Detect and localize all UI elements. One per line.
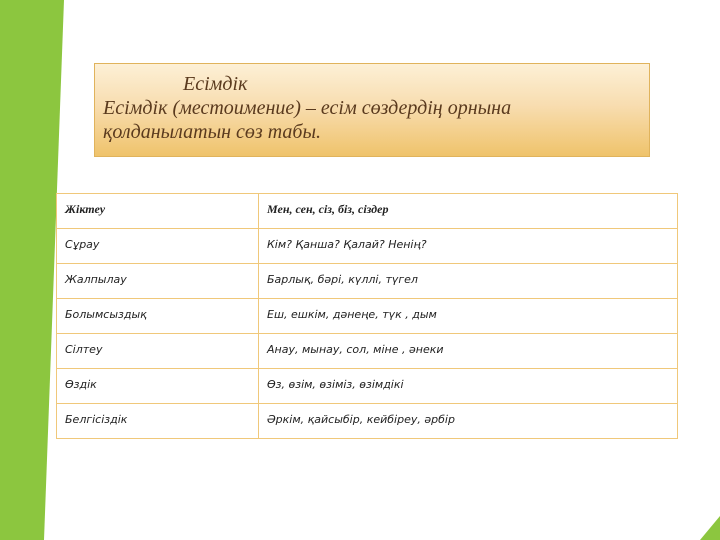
table-row <box>57 194 678 229</box>
slide-heading: Есімдік <box>183 73 248 95</box>
pronoun-definition: Есімдік (местоимение) – есім сөздердің орнына қолданылатын сөз табы. <box>103 97 512 143</box>
green-corner-triangle <box>700 516 720 540</box>
pronoun-examples-cell: Әркім, қайсыбір, кейбіреу, әрбір <box>259 404 678 439</box>
table-row <box>57 229 678 264</box>
pronoun-examples-cell: Барлық, бәрі, күллі, түгел <box>259 264 678 299</box>
pronoun-type-cell: Өздік <box>57 369 259 404</box>
table-row <box>57 264 678 299</box>
pronoun-examples-cell: Кім? Қанша? Қалай? Ненің? <box>259 229 678 264</box>
pronoun-examples-cell: Анау, мынау, сол, міне , әнеки <box>259 334 678 369</box>
pronoun-type-cell: Сілтеу <box>57 334 259 369</box>
table-row <box>57 334 678 369</box>
pronoun-type-cell: Болымсыздық <box>57 299 259 334</box>
table-row <box>57 369 678 404</box>
pronoun-examples-cell: Өз, өзім, өзіміз, өзімдікі <box>259 369 678 404</box>
pronoun-examples-cell: Мен, сен, сіз, біз, сіздер <box>259 194 678 229</box>
table-row <box>57 404 678 439</box>
pronoun-type-cell: Жалпылау <box>57 264 259 299</box>
pronoun-type-cell: Белгісіздік <box>57 404 259 439</box>
pronoun-examples-cell: Еш, ешкім, дәнеңе, түк , дым <box>259 299 678 334</box>
table-row <box>57 299 678 334</box>
pronoun-type-cell: Жіктеу <box>57 194 259 229</box>
pronoun-types-table <box>56 193 678 439</box>
pronoun-type-cell: Сұрау <box>57 229 259 264</box>
definition-box <box>94 63 650 157</box>
